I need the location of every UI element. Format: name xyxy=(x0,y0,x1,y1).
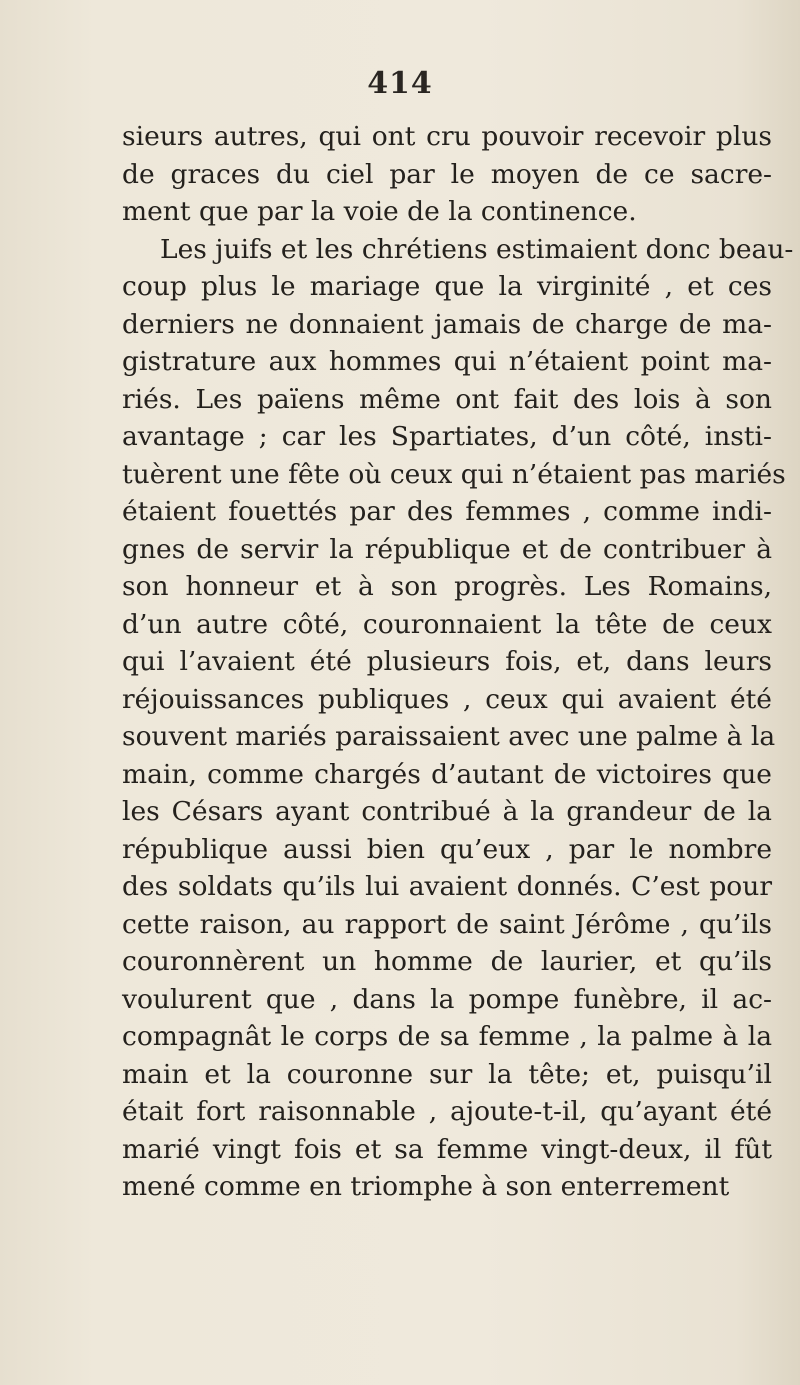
text-line: tuèrent une fête où ceux qui n’étaient pas mariés xyxy=(122,458,786,490)
text-line: république aussi bien qu’eux , par le nombre xyxy=(122,833,772,865)
text-line: main, comme chargés d’autant de victoires que xyxy=(122,758,772,790)
text-line: derniers ne donnaient jamais de charge de ma- xyxy=(122,308,772,340)
text-line: les Césars ayant contribué à la grandeur de la xyxy=(122,796,772,827)
text-line: cette raison, au rapport de saint Jérôme , qu’ils xyxy=(122,908,772,940)
text-line: mené comme en triomphe à son enterrement xyxy=(122,1171,730,1202)
text-line: coup plus le mariage que la virginité , et ces xyxy=(122,271,772,302)
text-line: souvent mariés paraissaient avec une palme à la xyxy=(122,721,776,752)
text-line: était fort raisonnable , ajoute-t-il, qu’ayant été xyxy=(122,1096,772,1127)
text-line: Les juifs et les chrétiens estimaient donc beau- xyxy=(160,233,794,265)
text-line: réjouissances publiques , ceux qui avaient été xyxy=(122,683,772,715)
text-line: d’un autre côté, couronnaient la tête de ceux xyxy=(122,608,772,640)
text-line: ment que par la voie de la continence. xyxy=(122,196,637,227)
text-line: son honneur et à son progrès. Les Romains, xyxy=(122,571,772,602)
page-number: 414 xyxy=(367,66,433,101)
text-line: main et la couronne sur la tête; et, puisqu’il xyxy=(122,1058,772,1090)
text-line: de graces du ciel par le moyen de ce sacre- xyxy=(122,158,772,190)
body-text xyxy=(122,118,794,1206)
text-line: compagnât le corps de sa femme , la palme à la xyxy=(122,1021,772,1052)
text-line: voulurent que , dans la pompe funèbre, il ac- xyxy=(122,983,772,1015)
text-line: qui l’avaient été plusieurs fois, et, dans leurs xyxy=(122,646,772,677)
text-line: marié vingt fois et sa femme vingt-deux, il fût xyxy=(122,1133,772,1165)
text-line: riés. Les païens même ont fait des lois à son xyxy=(122,383,772,415)
text-line: couronnèrent un homme de laurier, et qu’ils xyxy=(122,946,772,977)
text-line: des soldats qu’ils lui avaient donnés. C’est pour xyxy=(122,871,772,902)
text-line: étaient fouettés par des femmes , comme indi- xyxy=(122,496,772,527)
text-line: sieurs autres, qui ont cru pouvoir recevoir plus xyxy=(122,121,772,152)
text-line: gnes de servir la république et de contribuer à xyxy=(122,533,772,565)
text-line: avantage ; car les Spartiates, d’un côté, insti- xyxy=(122,421,772,452)
text-line: gistrature aux hommes qui n’étaient point ma- xyxy=(122,346,772,377)
